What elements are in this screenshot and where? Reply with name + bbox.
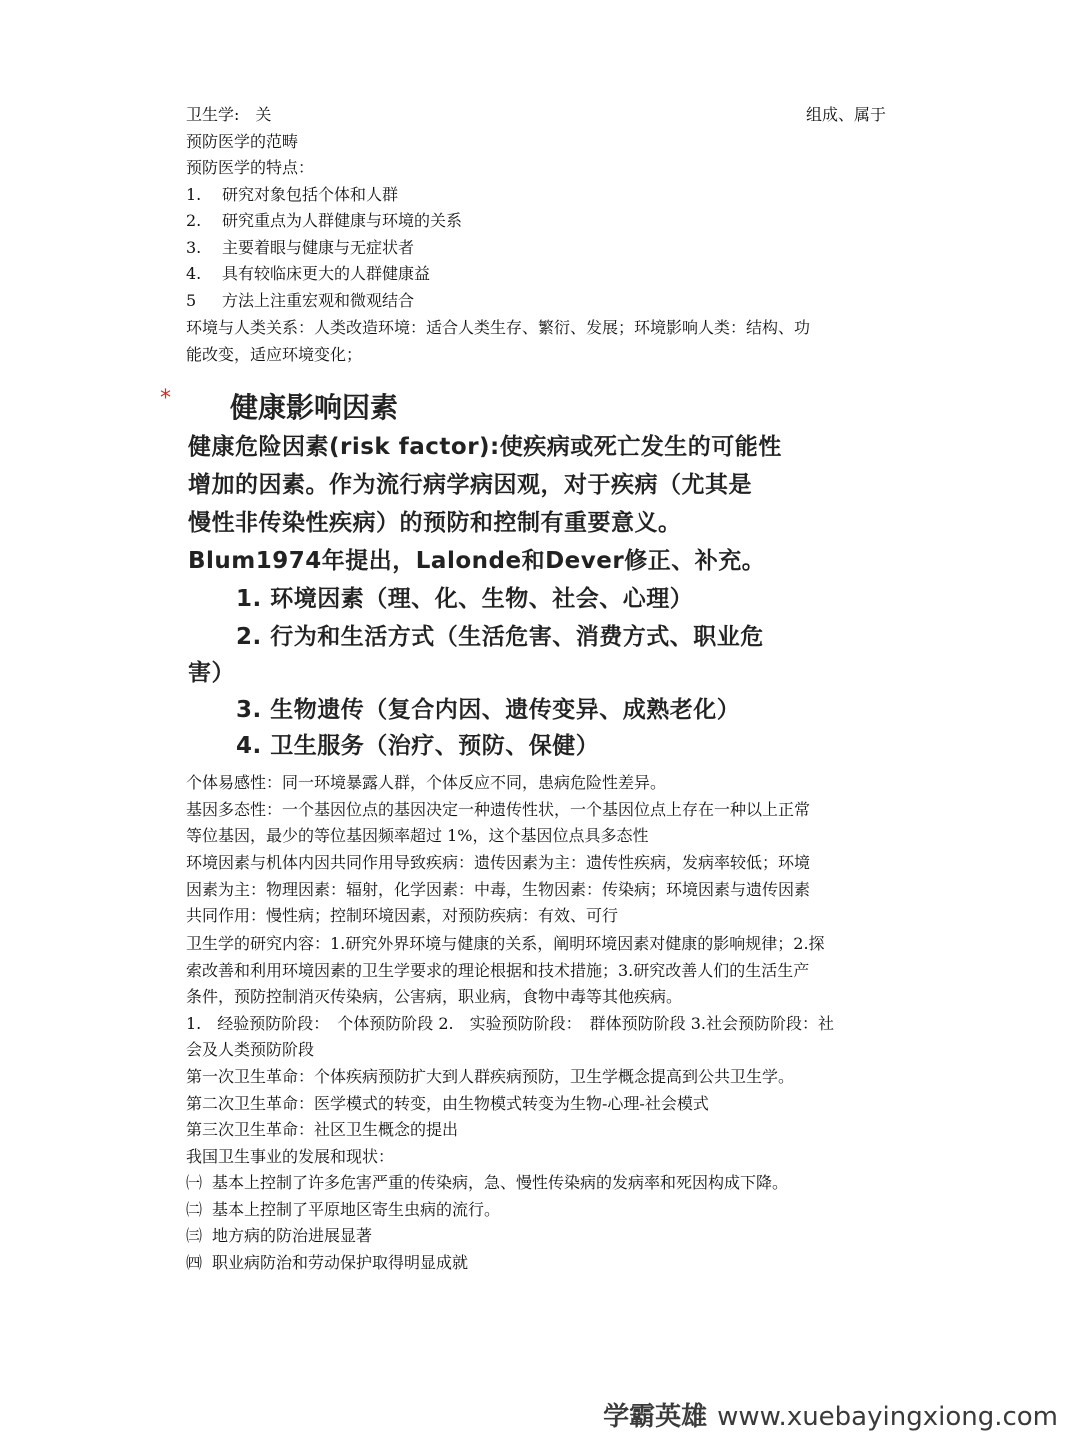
- list-item: [186, 1200, 500, 1220]
- watermark-brand: 学霸英雄: [603, 1402, 708, 1432]
- slide-factor-2: 2. 行为和生活方式（生活危害、消费方式、职业危: [236, 624, 764, 650]
- list-item: [186, 211, 462, 231]
- features-heading: 预防医学的特点：: [186, 158, 315, 177]
- list-text: 职业病防治和劳动保护取得明显成就: [212, 1253, 469, 1272]
- list-item: [186, 291, 414, 311]
- list-item: [186, 1226, 372, 1246]
- list-number: ㈣: [186, 1253, 203, 1272]
- header-line-2: 预防医学的范畴: [186, 132, 299, 151]
- list-item: [186, 264, 430, 284]
- list-number: 1.: [186, 185, 202, 204]
- research-line-3: 条件，预防控制消灭传染病，公害病，职业病，食物中毒等其他疾病。: [186, 987, 683, 1006]
- list-number: ㈠: [186, 1173, 203, 1192]
- revolution-3: 第三次卫生革命：社区卫生概念的提出: [186, 1120, 459, 1139]
- list-number: 4.: [186, 264, 202, 283]
- list-text: 方法上注重宏观和微观结合: [222, 291, 415, 310]
- research-line-1: 卫生学的研究内容：1.研究外界环境与健康的关系，阐明环境因素对健康的影响规律；2.探: [186, 934, 825, 953]
- list-text: 地方病的防治进展显著: [212, 1226, 373, 1245]
- interaction-line-3: 共同作用：慢性病；控制环境因素，对预防疾病：有效、可行: [186, 906, 619, 925]
- list-text: 研究对象包括个体和人群: [222, 185, 399, 204]
- slide-factor-2-cont: 害）: [188, 660, 235, 686]
- polymorphism-line-2: 等位基因，最少的等位基因频率超过 1%，这个基因位点具多态性: [186, 826, 649, 845]
- interaction-line-1: 环境因素与机体内因共同作用导致疾病：遗传因素为主：遗传性疾病，发病率较低；环境: [186, 853, 811, 872]
- revolution-2: 第二次卫生革命：医学模式的转变，由生物模式转变为生物-心理-社会模式: [186, 1094, 709, 1113]
- list-item: [186, 185, 398, 205]
- list-text: 研究重点为人群健康与环境的关系: [222, 211, 463, 230]
- research-line-2: 索改善和利用环境因素的卫生学要求的理论根据和技术措施；3.研究改善人们的生活生产: [186, 961, 810, 980]
- stages-line-2: 会及人类预防阶段: [186, 1040, 315, 1059]
- slide-factor-4: 4. 卫生服务（治疗、预防、保健）: [236, 733, 600, 759]
- slide-definition-line-2: 增加的因素。作为流行病学病因观，对于疾病（尤其是: [188, 472, 752, 498]
- list-number: 2.: [186, 211, 202, 230]
- env-relation-line-1: 环境与人类关系：人类改造环境：适合人类生存、繁衍、发展；环境影响人类：结构、功: [186, 318, 811, 337]
- list-item: [186, 238, 414, 258]
- polymorphism-line-1: 基因多态性：一个基因位点的基因决定一种遗传性状，一个基因位点上存在一种以上正常: [186, 800, 811, 819]
- stages-line-1: 1. 经验预防阶段： 个体预防阶段 2. 实验预防阶段： 群体预防阶段 3.社会预防阶段：社: [186, 1014, 834, 1033]
- slide-factor-3: 3. 生物遗传（复合内因、遗传变异、成熟老化）: [236, 697, 741, 723]
- list-text: 基本上控制了平原地区寄生虫病的流行。: [212, 1200, 501, 1219]
- list-text: 主要着眼与健康与无症状者: [222, 238, 415, 257]
- list-item: [186, 1173, 788, 1193]
- slide-blum-line: Blum1974年提出，Lalonde和Dever修正、补充。: [188, 548, 766, 574]
- embedded-slide: [160, 380, 920, 760]
- list-text: 具有较临床更大的人群健康益: [222, 264, 431, 283]
- watermark-footer: [603, 1396, 1058, 1433]
- list-item: [186, 1253, 468, 1273]
- slide-factor-1: 1. 环境因素（理、化、生物、社会、心理）: [236, 586, 694, 612]
- list-number: 5: [186, 291, 197, 310]
- env-relation-line-2: 能改变，适应环境变化；: [186, 345, 363, 364]
- list-number: 3.: [186, 238, 202, 257]
- header-left: 卫生学: 关: [186, 105, 272, 124]
- list-text: 基本上控制了许多危害严重的传染病，急、慢性传染病的发病率和死因构成下降。: [212, 1173, 789, 1192]
- interaction-line-2: 因素为主：物理因素：辐射，化学因素：中毒，生物因素：传染病；环境因素与遗传因素: [186, 880, 811, 899]
- header-right: 组成、属于: [806, 105, 887, 124]
- revolution-1: 第一次卫生革命：个体疾病预防扩大到人群疾病预防，卫生学概念提高到公共卫生学。: [186, 1067, 795, 1086]
- list-number: ㈢: [186, 1226, 203, 1245]
- watermark-url: www.xuebayingxiong.com: [717, 1402, 1058, 1432]
- susceptibility-text: 个体易感性：同一环境暴露人群，个体反应不同，患病危险性差异。: [186, 773, 667, 792]
- list-number: ㈡: [186, 1200, 203, 1219]
- bullet-star-icon: *: [160, 386, 171, 411]
- status-heading: 我国卫生事业的发展和现状：: [186, 1147, 395, 1166]
- slide-definition-line-3: 慢性非传染性疾病）的预防和控制有重要意义。: [188, 510, 682, 536]
- slide-definition-line-1: 健康危险因素(risk factor):使疾病或死亡发生的可能性: [188, 434, 782, 460]
- slide-title: 健康影响因素: [230, 391, 399, 424]
